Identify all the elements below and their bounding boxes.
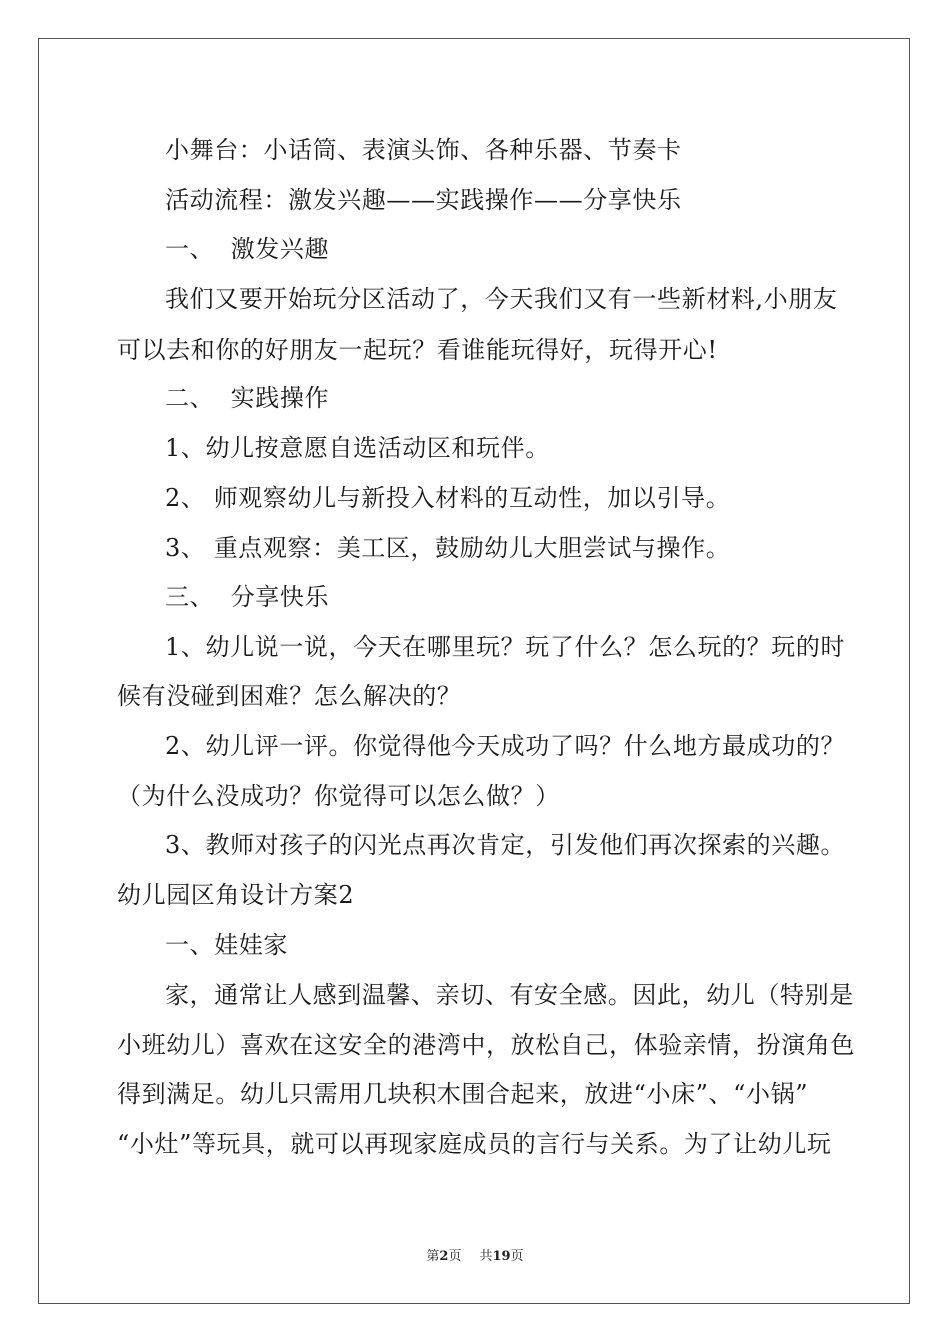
text-line: 1、幼儿按意愿自选活动区和玩伴。 <box>165 434 550 462</box>
page-suffix: 页 <box>448 1249 462 1264</box>
text-line: 2、 师观察幼儿与新投入材料的互动性，加以引导。 <box>165 484 731 512</box>
text-line: （为什么没成功？你觉得可以怎么做？） <box>117 782 560 810</box>
document-title: 幼儿园区角设计方案2 <box>117 881 355 909</box>
page-number: 2 <box>439 1249 449 1264</box>
text-line: 可以去和你的好朋友一起玩？看谁能玩得好，玩得开心! <box>117 336 718 364</box>
page-footer <box>0 1249 950 1265</box>
text-line: 小舞台：小话筒、表演头饰、各种乐器、节奏卡 <box>165 136 682 164</box>
section-heading: 一、娃娃家 <box>165 931 288 959</box>
section-heading: 一、 激发兴趣 <box>165 235 330 263</box>
text-line: 活动流程：激发兴趣——实践操作——分享快乐 <box>165 186 682 214</box>
text-line: “小灶”等玩具，就可以再现家庭成员的言行与关系。为了让幼儿玩 <box>117 1130 832 1158</box>
page-border <box>38 38 910 1304</box>
section-heading: 二、 实践操作 <box>165 384 330 412</box>
text-line: 3、教师对孩子的闪光点再次肯定，引发他们再次探索的兴趣。 <box>165 831 846 859</box>
total-pages: 19 <box>492 1249 511 1264</box>
text-line: 我们又要开始玩分区活动了，今天我们又有一些新材料,小朋友 <box>165 285 838 313</box>
text-line: 小班幼儿）喜欢在这安全的港湾中，放松自己，体验亲情，扮演角色 <box>117 1031 855 1059</box>
page-prefix: 第 <box>426 1249 440 1264</box>
total-suffix: 页 <box>510 1249 524 1264</box>
text-line: 3、 重点观察：美工区，鼓励幼儿大胆尝试与操作。 <box>165 534 731 562</box>
section-heading: 三、 分享快乐 <box>165 583 330 611</box>
total-prefix: 共 <box>479 1249 493 1264</box>
text-line: 2、幼儿评一评。你觉得他今天成功了吗？什么地方最成功的？ <box>165 732 846 760</box>
text-line: 1、幼儿说一说，今天在哪里玩？玩了什么？怎么玩的？玩的时 <box>165 633 846 661</box>
text-line: 候有没碰到困难？怎么解决的？ <box>117 682 462 710</box>
text-line: 家，通常让人感到温馨、亲切、有安全感。因此，幼儿（特别是 <box>165 981 854 1009</box>
text-line: 得到满足。幼儿只需用几块积木围合起来，放进“小床”、“小锅” <box>117 1080 809 1108</box>
